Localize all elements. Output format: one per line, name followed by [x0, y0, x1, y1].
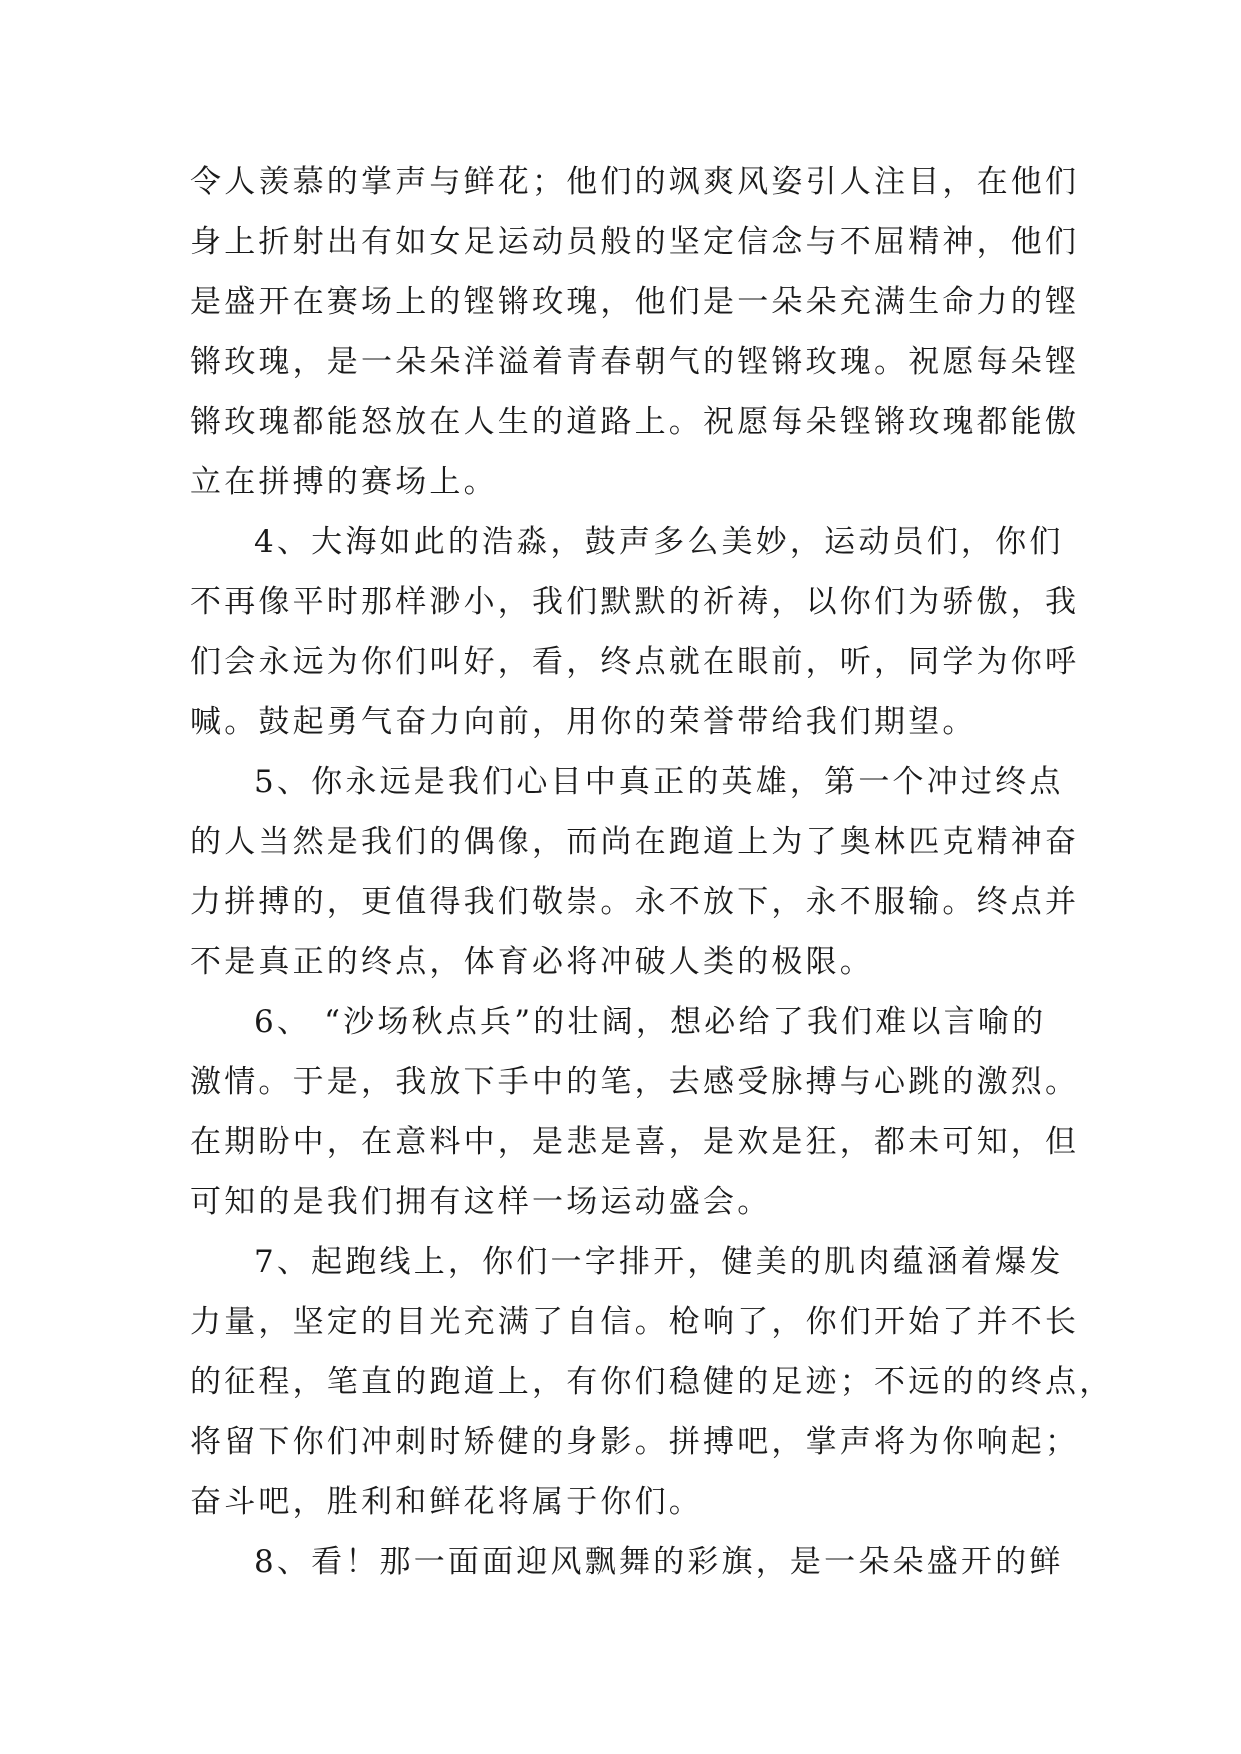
paragraph-6-line-3: 在期盼中，在意料中，是悲是喜，是欢是狂，都未可知，但: [190, 1124, 1080, 1160]
paragraph-6-line-1: 6、 “沙场秋点兵”的壮阔，想必给了我们难以言喻的: [254, 1004, 1047, 1040]
paragraph-7-line-5: 奋斗吧，胜利和鲜花将属于你们。: [190, 1484, 703, 1520]
text-line-5: 锵玫瑰都能怒放在人生的道路上。祝愿每朵铿锵玫瑰都能傲: [190, 404, 1080, 440]
paragraph-5-line-4: 不是真正的终点，体育必将冲破人类的极限。: [190, 944, 874, 980]
text-line-2: 身上折射出有如女足运动员般的坚定信念与不屈精神，他们: [190, 224, 1080, 260]
text-line-4: 锵玫瑰，是一朵朵洋溢着青春朝气的铿锵玫瑰。祝愿每朵铿: [190, 344, 1080, 380]
document-body: [190, 152, 1114, 1592]
paragraph-7-line-4: 将留下你们冲刺时矫健的身影。拼搏吧，掌声将为你响起；: [190, 1424, 1080, 1460]
paragraph-5-line-3: 力拼搏的，更值得我们敬崇。永不放下，永不服输。终点并: [190, 884, 1080, 920]
paragraph-4-line-3: 们会永远为你们叫好，看，终点就在眼前，听，同学为你呼: [190, 644, 1080, 680]
text-line-6: 立在拼搏的赛场上。: [190, 464, 498, 500]
paragraph-7-line-1: 7、起跑线上，你们一字排开，健美的肌肉蕴涵着爆发: [254, 1244, 1064, 1280]
paragraph-4-line-1: 4、大海如此的浩淼，鼓声多么美妙，运动员们，你们: [254, 524, 1064, 560]
paragraph-4-line-2: 不再像平时那样渺小，我们默默的祈祷，以你们为骄傲，我: [190, 584, 1080, 620]
text-line-3: 是盛开在赛场上的铿锵玫瑰，他们是一朵朵充满生命力的铿: [190, 284, 1080, 320]
paragraph-6-line-2: 激情。于是，我放下手中的笔，去感受脉搏与心跳的激烈。: [190, 1064, 1080, 1100]
paragraph-7-line-2: 力量，坚定的目光充满了自信。枪响了，你们开始了并不长: [190, 1304, 1080, 1340]
paragraph-4-line-4: 喊。鼓起勇气奋力向前，用你的荣誉带给我们期望。: [190, 704, 977, 740]
paragraph-7-line-3: 的征程，笔直的跑道上，有你们稳健的足迹；不远的的终点，: [190, 1364, 1114, 1400]
paragraph-6-line-4: 可知的是我们拥有这样一场运动盛会。: [190, 1184, 772, 1220]
paragraph-5-line-1: 5、你永远是我们心目中真正的英雄，第一个冲过终点: [254, 764, 1064, 800]
text-line-1: 令人羡慕的掌声与鲜花；他们的飒爽风姿引人注目，在他们: [190, 164, 1080, 200]
paragraph-5-line-2: 的人当然是我们的偶像，而尚在跑道上为了奥林匹克精神奋: [190, 824, 1080, 860]
paragraph-8-line-1: 8、看！那一面面迎风飘舞的彩旗，是一朵朵盛开的鲜: [254, 1544, 1064, 1580]
